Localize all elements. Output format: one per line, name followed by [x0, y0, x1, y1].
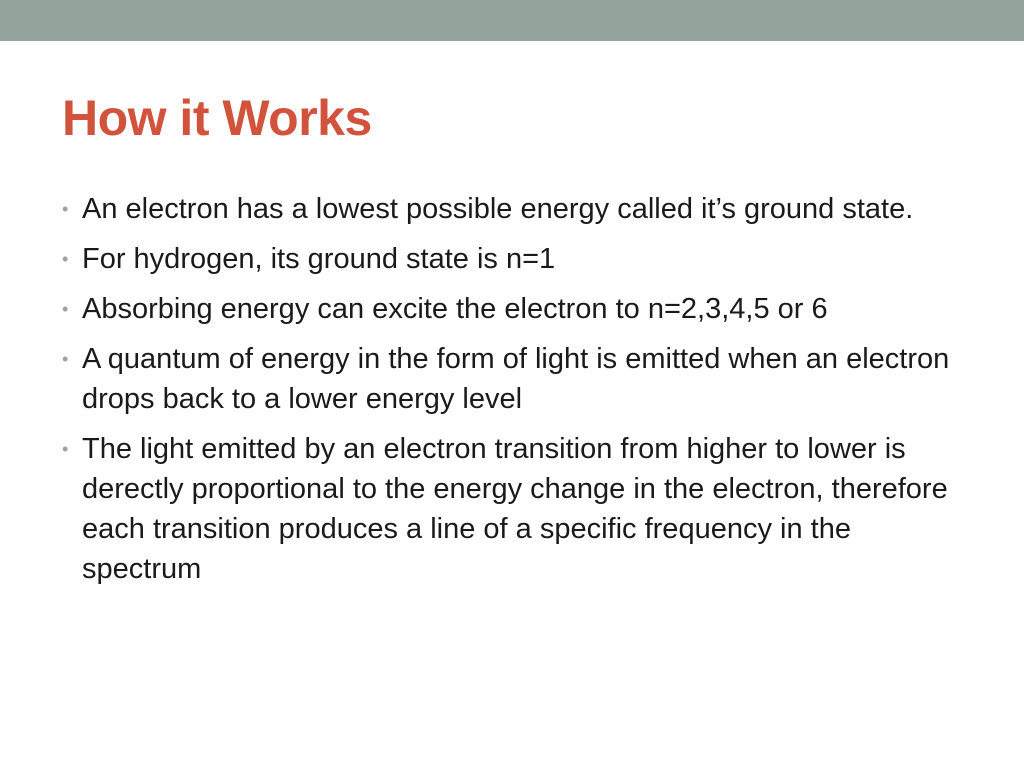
- bullet-item: [60, 239, 970, 279]
- top-accent-bar: [0, 0, 1024, 41]
- bullet-item: [60, 289, 970, 329]
- bullet-list: [60, 189, 970, 599]
- bullet-item: [60, 339, 970, 419]
- bullet-text: The light emitted by an electron transition from higher to lower is derectly proportional to the energy change in the electron, therefore each transition produces a line of a specific frequency in the spectrum: [82, 433, 948, 585]
- bullet-icon: •: [62, 199, 69, 219]
- bullet-text: An electron has a lowest possible energy called it’s ground state.: [82, 193, 914, 225]
- bullet-text: For hydrogen, its ground state is n=1: [82, 243, 556, 275]
- bullet-text: A quantum of energy in the form of light is emitted when an electron drops back to a lower energy level: [82, 343, 950, 415]
- bullet-item: [60, 189, 970, 229]
- slide-title: How it Works: [62, 90, 372, 146]
- bullet-icon: •: [62, 299, 69, 319]
- bullet-item: [60, 429, 970, 589]
- bullet-icon: •: [62, 349, 69, 369]
- bullet-icon: •: [62, 439, 69, 459]
- bullet-icon: •: [62, 249, 69, 269]
- bullet-text: Absorbing energy can excite the electron to n=2,3,4,5 or 6: [82, 293, 828, 325]
